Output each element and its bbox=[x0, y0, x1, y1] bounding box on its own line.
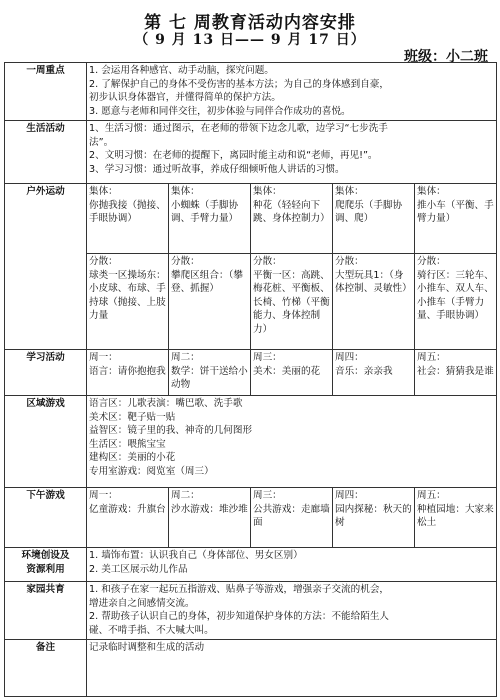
day-label: 周四： bbox=[335, 490, 364, 501]
row-afternoon bbox=[5, 488, 497, 548]
outdoor-free-cell: 分散： 平衡一区：高跳、梅花桩、平衡板、长椅、竹梯（平衡能力、身体控制力） bbox=[251, 254, 333, 350]
study-day-cell bbox=[333, 350, 415, 396]
activity-text: 音乐：亲亲我 bbox=[335, 365, 393, 377]
row-weekly-focus bbox=[5, 63, 497, 121]
row-label-study: 学习活动 bbox=[5, 350, 87, 396]
notes-content bbox=[87, 640, 497, 697]
page-title: 第 七 周教育活动内容安排 bbox=[144, 13, 356, 33]
day-label: 周二： bbox=[171, 352, 200, 363]
day-label: 周二： bbox=[171, 490, 200, 501]
row-label-line: 资源利用 bbox=[26, 564, 65, 575]
day-label: 周五： bbox=[417, 490, 446, 501]
schedule-table bbox=[4, 62, 497, 697]
row-environment bbox=[5, 548, 497, 582]
day-label: 周一： bbox=[89, 490, 118, 501]
study-day-cell bbox=[415, 350, 497, 396]
outdoor-group-cell: 集体： 你抛我接（抛接、手眼协调） bbox=[87, 184, 169, 254]
activity-text: 语言：请你抱抱我 bbox=[89, 365, 166, 377]
areas-content bbox=[87, 396, 497, 488]
row-label-weekly-focus: 一周重点 bbox=[5, 63, 87, 121]
outdoor-group-cell: 集体： 推小车（平衡、手臂力量） bbox=[415, 184, 497, 254]
row-label-afternoon: 下午游戏 bbox=[5, 488, 87, 548]
text-line: 1、生活习惯：通过图示，在老师的带领下边念儿歌，边学习“七步洗手 bbox=[89, 123, 388, 134]
day-label: 周五： bbox=[417, 352, 446, 363]
date-range: （ 9 月 13 日—— 9 月 17 日） bbox=[134, 32, 366, 48]
text-line: 1. 会运用各种感官、动手动脑，探究问题。 bbox=[89, 65, 274, 76]
row-label-notes: 备注 bbox=[5, 640, 87, 697]
outdoor-free-cell: 分散： 攀爬区组合：（攀登、抓握） bbox=[169, 254, 251, 350]
day-label: 周三： bbox=[253, 490, 282, 501]
activity-text: 公共游戏：走廊墙面 bbox=[253, 503, 330, 528]
afternoon-day-cell bbox=[333, 488, 415, 548]
text-line: 法”。 bbox=[89, 136, 114, 148]
row-label-outdoor: 户外运动 bbox=[5, 184, 87, 350]
study-day-cell bbox=[169, 350, 251, 396]
outdoor-free-cell: 分散： 大型玩具1：（身体控制、灵敏性） bbox=[333, 254, 415, 350]
row-areas bbox=[5, 396, 497, 488]
activity-text: 沙水游戏：堆沙堆 bbox=[171, 503, 248, 515]
activity-text: 美术：美丽的花 bbox=[253, 365, 321, 377]
outdoor-group-cell: 集体： 爬爬乐（手脚协调、爬） bbox=[333, 184, 415, 254]
afternoon-day-cell bbox=[87, 488, 169, 548]
outdoor-free-cell: 分散： 球类一区操场东：小皮球、布球、手持球（抛接、上肢力量 bbox=[87, 254, 169, 350]
row-outdoor-group bbox=[5, 184, 497, 254]
text-line: 语言区：儿歌表演：嘴巴歌、洗手歌 bbox=[89, 398, 243, 409]
text-line: 2. 了解保护自己的身体不受伤害的基本方法；为自己的身体感到自豪， bbox=[89, 78, 390, 90]
text-line: 3、学习习惯：通过听故事，养成仔细倾听他人讲话的习惯。 bbox=[89, 163, 345, 175]
study-day-cell bbox=[87, 350, 169, 396]
day-label: 周三： bbox=[253, 352, 282, 363]
row-daily-life bbox=[5, 121, 497, 184]
text-line: 初步认识身体器官，并懂得简单的保护方法。 bbox=[89, 92, 281, 103]
day-label: 周一： bbox=[89, 352, 118, 363]
text-line: 增进亲自之间感情交流。 bbox=[89, 597, 195, 609]
afternoon-day-cell bbox=[251, 488, 333, 548]
day-label: 周四： bbox=[335, 352, 364, 363]
class-label: 班级：小二班 bbox=[404, 49, 488, 65]
daily-life-content bbox=[87, 121, 497, 184]
outdoor-group-cell: 集体： 种花（轻轻向下跳、身体控制力） bbox=[251, 184, 333, 254]
study-day-cell bbox=[251, 350, 333, 396]
activity-text: 数学：饼干送给小动物 bbox=[171, 365, 248, 390]
row-label-areas: 区域游戏 bbox=[5, 396, 87, 488]
activity-text: 种植园地：大家来松土 bbox=[417, 503, 494, 528]
outdoor-free-cell: 分散： 骑行区：三轮车、小推车、双人车、小推车（手臂力量、手眼协调） bbox=[415, 254, 497, 350]
row-label-daily-life: 生活活动 bbox=[5, 121, 87, 184]
row-study bbox=[5, 350, 497, 396]
text-line: 生活区：喂熊宝宝 bbox=[89, 438, 166, 450]
text-line: 1. 墙饰布置：认识我自己（身体部位、男女区别） bbox=[89, 550, 303, 561]
home-content bbox=[87, 582, 497, 640]
activity-text: 园内探秘：秋天的树 bbox=[335, 503, 412, 528]
afternoon-day-cell bbox=[415, 488, 497, 548]
text-line: 2、文明习惯：在老师的提醒下，离园时能主动和说“老师，再见!”。 bbox=[89, 150, 378, 161]
activity-text: 社会：猜猜我是谁 bbox=[417, 365, 494, 377]
text-line: 碰、不啃手指、不大喊大叫。 bbox=[89, 624, 214, 636]
weekly-focus-content bbox=[87, 63, 497, 121]
row-notes bbox=[5, 640, 497, 697]
outdoor-group-cell: 集体： 小蜘蛛（手脚协调、手臂力量） bbox=[169, 184, 251, 254]
text-line: 专用室游戏：阅览室（周三） bbox=[89, 465, 214, 477]
text-line: 建构区：美丽的小花 bbox=[89, 452, 176, 463]
afternoon-day-cell bbox=[169, 488, 251, 548]
text-line: 2. 帮助孩子认识自己的身体，初步知道保护身体的方法：不能给陌生人 bbox=[89, 611, 390, 622]
text-line: 3. 愿意与老师和同伴交往，初步体验与同伴合作成功的喜悦。 bbox=[89, 105, 351, 117]
row-label-home: 家园共育 bbox=[5, 582, 87, 640]
activity-text: 亿童游戏：升旗台 bbox=[89, 503, 166, 515]
text-line: 益智区：镜子里的我、神奇的几何图形 bbox=[89, 425, 253, 436]
text-line: 美术区：靶子贴一贴 bbox=[89, 411, 176, 423]
text-line: 记录临时调整和生成的活动 bbox=[89, 642, 205, 653]
text-line: 2. 美工区展示幼儿作品 bbox=[89, 563, 188, 575]
environment-content bbox=[87, 548, 497, 582]
row-home bbox=[5, 582, 497, 640]
text-line: 1. 和孩子在家一起玩五指游戏、贴鼻子等游戏，增强亲子交流的机会， bbox=[89, 584, 390, 595]
row-label-line: 环境创设及 bbox=[21, 550, 70, 561]
row-label-environment bbox=[5, 548, 87, 582]
